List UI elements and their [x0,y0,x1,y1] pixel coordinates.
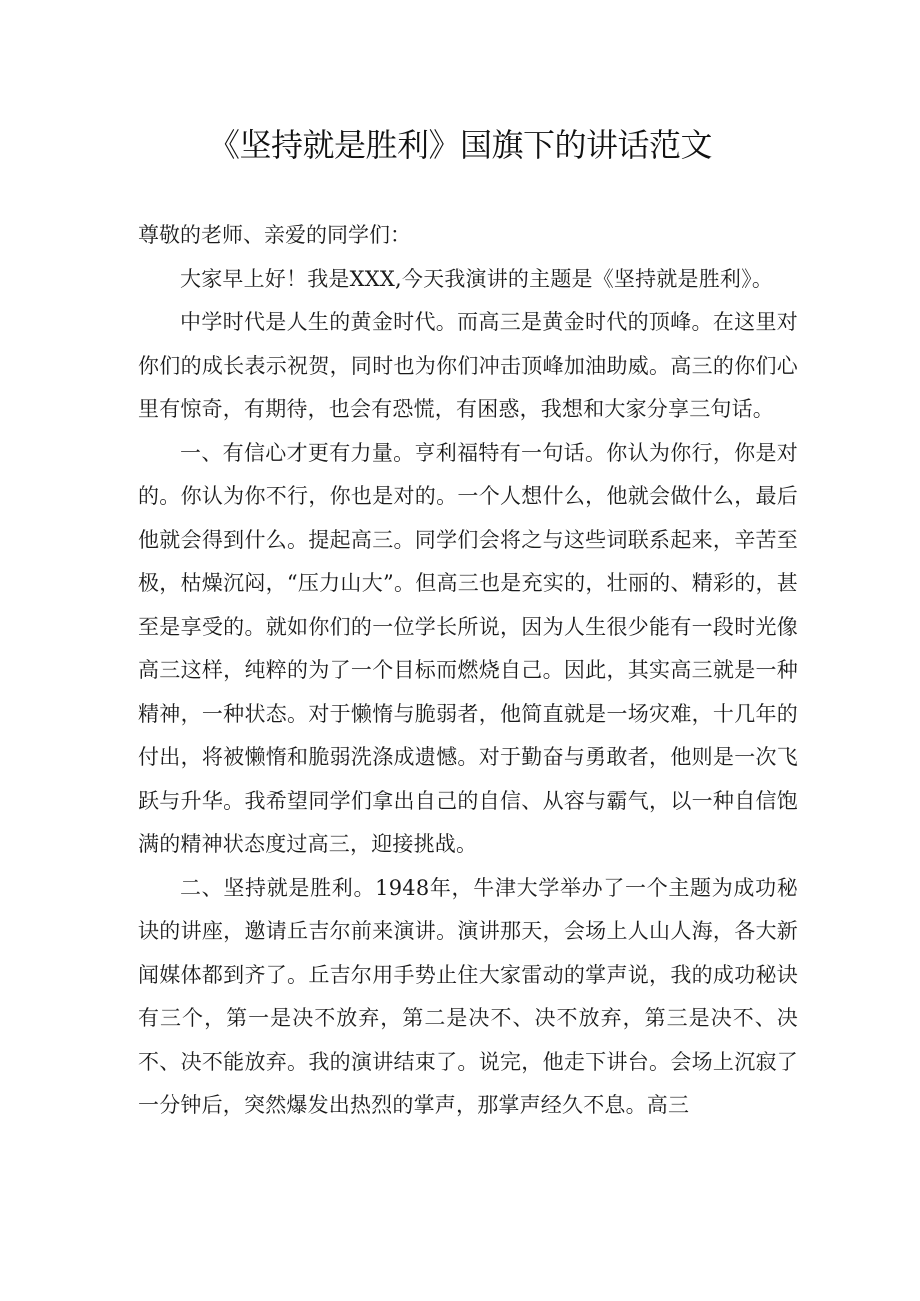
paragraph-intro: 中学时代是人生的黄金时代。而高三是黄金时代的顶峰。在这里对你们的成长表示祝贺，同时也为你们冲击顶峰加油助威。高三的你们心里有惊奇，有期待，也会有恐慌，有困惑，我想和大家分享三句话。 [138,310,798,421]
paragraph-point-one: 一、有信心才更有力量。亨利福特有一句话。你认为你行，你是对的。你认为你不行，你也是对的。一个人想什么，他就会做什么，最后他就会得到什么。提起高三。同学们会将之与这些词联系起来，辛苦至极，枯燥沉闷，“压力山大”。但高三也是充实的，壮丽的、精彩的，甚至是享受的。就如你们的一位学长所说，因为人生很少能有一段时光像高三这样，纯粹的为了一个目标而燃烧自己。因此，其实高三就是一种精神，一种状态。对于懒惰与脆弱者，他简直就是一场灾难，十几年的付出，将被懒惰和脆弱洗涤成遗憾。对于勤奋与勇敢者，他则是一次飞跃与升华。我希望同学们拿出自己的自信、从容与霸气，以一种自信饱满的精神状态度过高三，迎接挑战。 [138,440,798,856]
paragraph-greeting: 大家早上好！我是XXX,今天我演讲的主题是《坚持就是胜利》。 [180,266,774,291]
salutation: 尊敬的老师、亲爱的同学们： [138,223,411,247]
paragraph-point-two: 二、坚持就是胜利。1948年，牛津大学举办了一个主题为成功秘诀的讲座，邀请丘吉尔前来演讲。演讲那天，会场上人山人海，各大新闻媒体都到齐了。丘吉尔用手势止住大家雷动的掌声说，我的成功秘诀有三个，第一是决不放弃，第二是决不、决不放弃，第三是决不、决不、决不能放弃。我的演讲结束了。说完，他走下讲台。会场上沉寂了一分钟后，突然爆发出热烈的掌声，那掌声经久不息。高三 [138,875,798,1117]
document-body [138,214,798,1128]
document-title: 《坚持就是胜利》国旗下的讲话范文 [207,126,712,164]
